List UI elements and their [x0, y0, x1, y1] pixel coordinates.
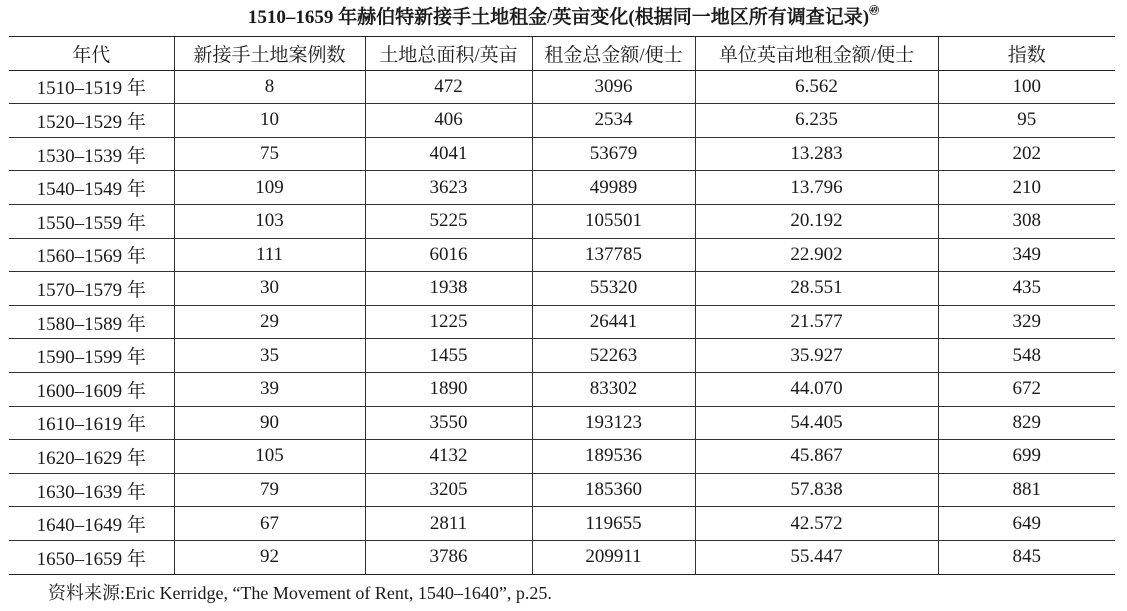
cell-total-area: 1890	[365, 372, 532, 406]
cell-total-rent: 119655	[532, 507, 695, 541]
cell-period: 1630–1639 年	[9, 473, 174, 507]
cell-index: 548	[938, 339, 1115, 373]
cell-period: 1580–1589 年	[9, 305, 174, 339]
table-row	[9, 204, 1115, 238]
cell-period: 1590–1599 年	[9, 339, 174, 373]
cell-total-area: 1455	[365, 339, 532, 373]
table-row	[9, 372, 1115, 406]
cell-new-cases: 111	[174, 238, 365, 272]
table-row	[9, 507, 1115, 541]
cell-rent-per-acre: 13.796	[695, 171, 938, 205]
table-row	[9, 305, 1115, 339]
rent-table	[9, 36, 1115, 575]
header-total-rent: 租金总金额/便士	[532, 37, 695, 71]
table-row	[9, 473, 1115, 507]
cell-new-cases: 105	[174, 440, 365, 474]
cell-period: 1640–1649 年	[9, 507, 174, 541]
cell-index: 308	[938, 204, 1115, 238]
table-row	[9, 238, 1115, 272]
table-title	[0, 6, 1127, 30]
cell-index: 649	[938, 507, 1115, 541]
cell-total-area: 6016	[365, 238, 532, 272]
cell-new-cases: 109	[174, 171, 365, 205]
cell-period: 1510–1519 年	[9, 70, 174, 104]
table-row	[9, 540, 1115, 574]
cell-index: 699	[938, 440, 1115, 474]
cell-index: 210	[938, 171, 1115, 205]
cell-index: 349	[938, 238, 1115, 272]
cell-index: 202	[938, 137, 1115, 171]
cell-new-cases: 8	[174, 70, 365, 104]
cell-total-rent: 193123	[532, 406, 695, 440]
cell-rent-per-acre: 44.070	[695, 372, 938, 406]
cell-total-area: 3786	[365, 540, 532, 574]
header-index: 指数	[938, 37, 1115, 71]
cell-total-rent: 83302	[532, 372, 695, 406]
cell-total-area: 1938	[365, 272, 532, 306]
cell-new-cases: 29	[174, 305, 365, 339]
table-title-text: 1510–1659 年赫伯特新接手土地租金/英亩变化(根据同一地区所有调查记录)	[247, 7, 870, 28]
header-new-cases: 新接手土地案例数	[174, 37, 365, 71]
cell-period: 1530–1539 年	[9, 137, 174, 171]
cell-rent-per-acre: 35.927	[695, 339, 938, 373]
cell-index: 100	[938, 70, 1115, 104]
cell-total-area: 406	[365, 104, 532, 138]
cell-new-cases: 10	[174, 104, 365, 138]
table-row	[9, 137, 1115, 171]
cell-rent-per-acre: 6.235	[695, 104, 938, 138]
cell-total-rent: 53679	[532, 137, 695, 171]
cell-period: 1610–1619 年	[9, 406, 174, 440]
cell-index: 329	[938, 305, 1115, 339]
cell-new-cases: 103	[174, 204, 365, 238]
cell-total-rent: 185360	[532, 473, 695, 507]
cell-total-rent: 209911	[532, 540, 695, 574]
header-rent-per-acre: 单位英亩地租金额/便士	[695, 37, 938, 71]
table-row	[9, 339, 1115, 373]
table-row	[9, 104, 1115, 138]
cell-new-cases: 39	[174, 372, 365, 406]
cell-new-cases: 90	[174, 406, 365, 440]
header-row	[9, 37, 1115, 71]
cell-total-rent: 3096	[532, 70, 695, 104]
cell-rent-per-acre: 55.447	[695, 540, 938, 574]
cell-total-area: 3623	[365, 171, 532, 205]
cell-total-rent: 189536	[532, 440, 695, 474]
cell-rent-per-acre: 28.551	[695, 272, 938, 306]
cell-new-cases: 30	[174, 272, 365, 306]
cell-index: 829	[938, 406, 1115, 440]
cell-rent-per-acre: 20.192	[695, 204, 938, 238]
cell-index: 845	[938, 540, 1115, 574]
cell-index: 435	[938, 272, 1115, 306]
table-row	[9, 171, 1115, 205]
cell-total-area: 1225	[365, 305, 532, 339]
cell-rent-per-acre: 54.405	[695, 406, 938, 440]
cell-rent-per-acre: 42.572	[695, 507, 938, 541]
cell-new-cases: 79	[174, 473, 365, 507]
table-row	[9, 440, 1115, 474]
cell-total-rent: 2534	[532, 104, 695, 138]
cell-new-cases: 75	[174, 137, 365, 171]
cell-period: 1550–1559 年	[9, 204, 174, 238]
cell-rent-per-acre: 57.838	[695, 473, 938, 507]
cell-index: 672	[938, 372, 1115, 406]
footnote-marker: ㊾	[869, 6, 880, 17]
cell-rent-per-acre: 13.283	[695, 137, 938, 171]
cell-new-cases: 67	[174, 507, 365, 541]
cell-period: 1570–1579 年	[9, 272, 174, 306]
table-row	[9, 406, 1115, 440]
cell-rent-per-acre: 21.577	[695, 305, 938, 339]
cell-total-rent: 55320	[532, 272, 695, 306]
cell-total-rent: 137785	[532, 238, 695, 272]
cell-total-area: 3205	[365, 473, 532, 507]
cell-index: 95	[938, 104, 1115, 138]
cell-total-rent: 26441	[532, 305, 695, 339]
cell-rent-per-acre: 6.562	[695, 70, 938, 104]
cell-total-rent: 49989	[532, 171, 695, 205]
cell-total-area: 5225	[365, 204, 532, 238]
cell-period: 1620–1629 年	[9, 440, 174, 474]
cell-total-rent: 52263	[532, 339, 695, 373]
header-period: 年代	[9, 37, 174, 71]
cell-total-rent: 105501	[532, 204, 695, 238]
cell-total-area: 2811	[365, 507, 532, 541]
source-note: 资料来源:Eric Kerridge, “The Movement of Rent, 1540–1640”, p.25.	[48, 583, 552, 603]
table-row	[9, 70, 1115, 104]
cell-total-area: 3550	[365, 406, 532, 440]
cell-total-area: 4041	[365, 137, 532, 171]
cell-rent-per-acre: 45.867	[695, 440, 938, 474]
cell-rent-per-acre: 22.902	[695, 238, 938, 272]
table-row	[9, 272, 1115, 306]
cell-period: 1540–1549 年	[9, 171, 174, 205]
cell-period: 1650–1659 年	[9, 540, 174, 574]
cell-new-cases: 92	[174, 540, 365, 574]
cell-period: 1560–1569 年	[9, 238, 174, 272]
header-total-area: 土地总面积/英亩	[365, 37, 532, 71]
cell-index: 881	[938, 473, 1115, 507]
cell-new-cases: 35	[174, 339, 365, 373]
cell-total-area: 472	[365, 70, 532, 104]
cell-total-area: 4132	[365, 440, 532, 474]
cell-period: 1520–1529 年	[9, 104, 174, 138]
cell-period: 1600–1609 年	[9, 372, 174, 406]
